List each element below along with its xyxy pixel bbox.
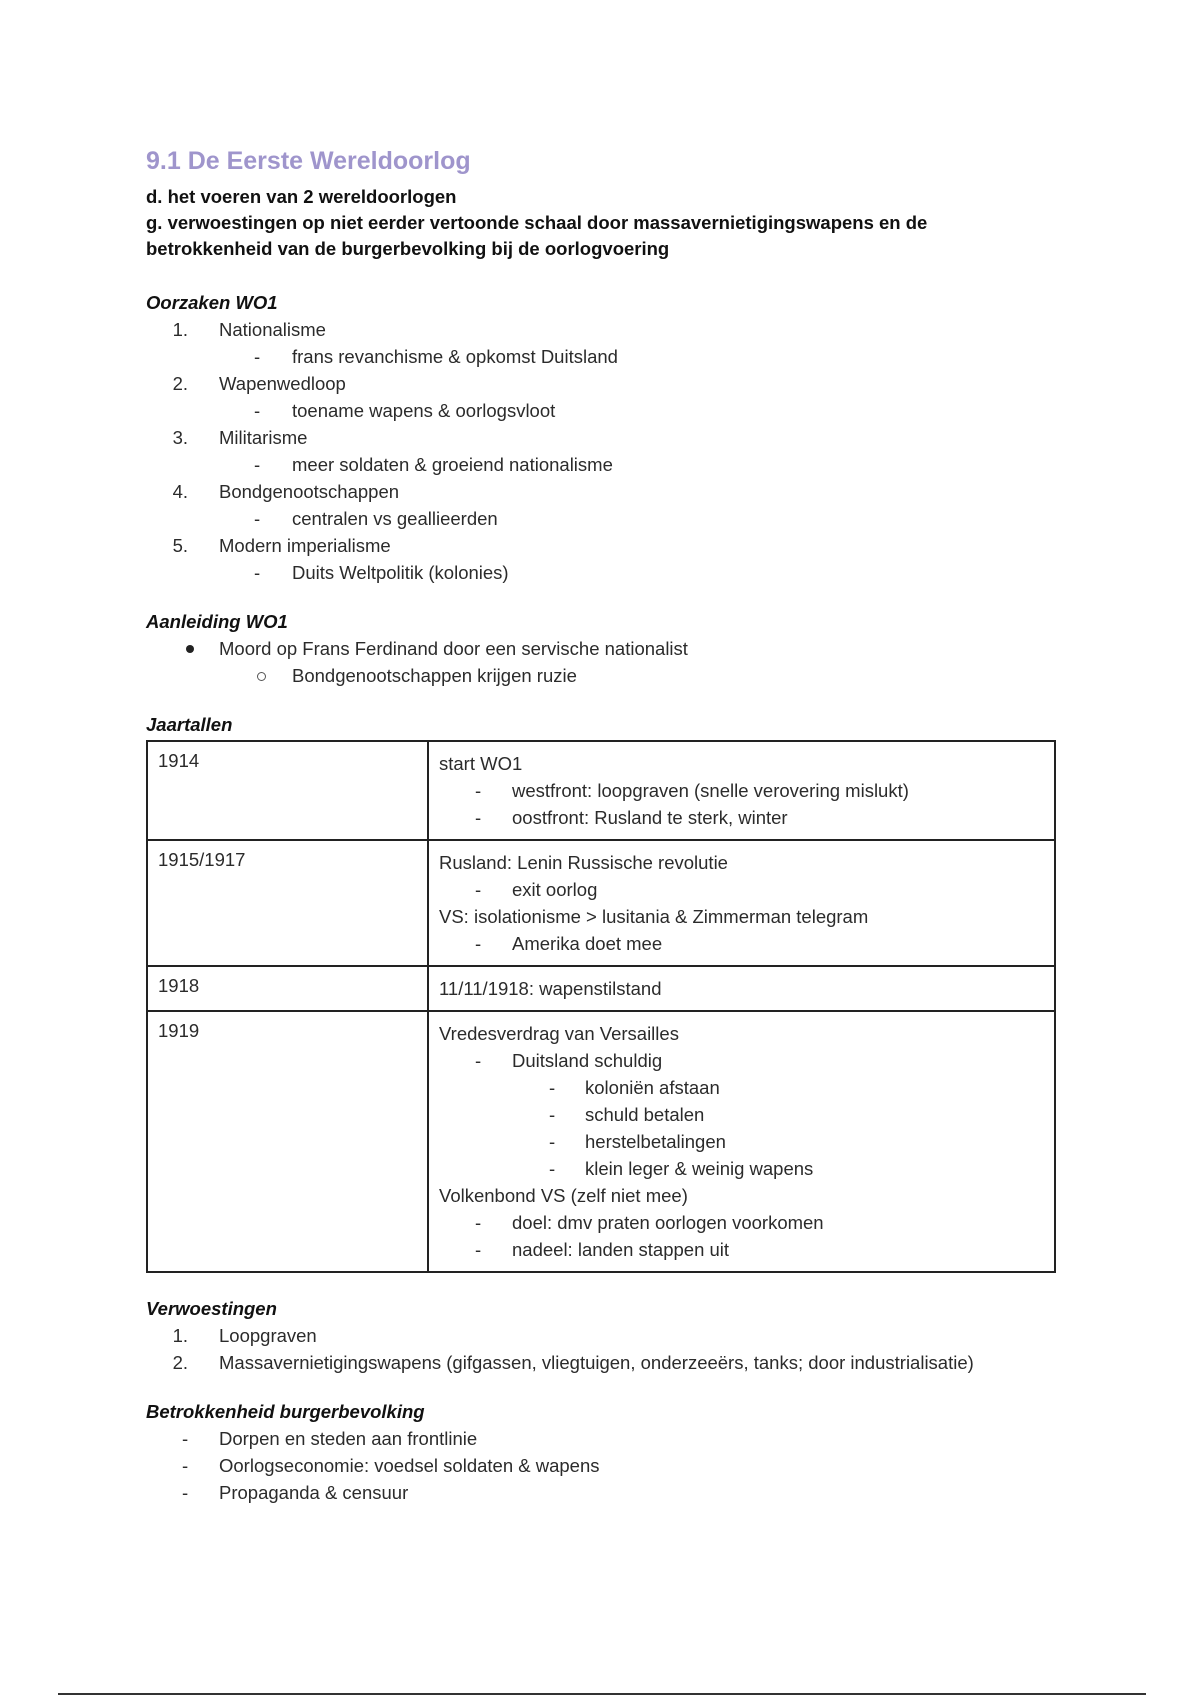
dash-marker: - <box>549 1131 556 1152</box>
list-number: 4. <box>172 481 188 502</box>
event-line <box>439 975 1044 1002</box>
year-cell: 1919 <box>147 1011 428 1272</box>
dash-marker: - <box>475 1239 482 1260</box>
event-text: Volkenbond VS (zelf niet mee) <box>439 1185 688 1206</box>
event-line <box>439 876 1044 903</box>
list-number: 3. <box>172 427 188 448</box>
aanleiding-sub <box>146 662 1066 689</box>
aanleiding-sub-text: Bondgenootschappen krijgen ruzie <box>292 665 577 686</box>
event-line <box>439 903 1044 930</box>
oorzaak-subitem <box>146 451 1066 478</box>
burger-item <box>146 1425 1066 1452</box>
burger-label: Propaganda & censuur <box>219 1482 409 1503</box>
list-number: 1. <box>172 319 188 340</box>
verwoestingen-list <box>146 1322 1066 1376</box>
oorzaak-label: Militarisme <box>219 427 308 448</box>
dash-marker: - <box>182 1428 189 1449</box>
dash-marker: - <box>475 1212 482 1233</box>
event-line <box>439 777 1044 804</box>
oorzaak-label: Modern imperialisme <box>219 535 391 556</box>
event-cell <box>428 1011 1055 1272</box>
burger-label: Dorpen en steden aan frontlinie <box>219 1428 478 1449</box>
event-line <box>439 1236 1044 1263</box>
event-text: herstelbetalingen <box>585 1131 726 1152</box>
event-line <box>439 1074 1044 1101</box>
event-text: exit oorlog <box>512 879 598 900</box>
oorzaak-subitem <box>146 397 1066 424</box>
oorzaak-item <box>146 316 1066 343</box>
event-text: VS: isolationisme > lusitania & Zimmerman telegram <box>439 906 869 927</box>
oorzaken-heading: Oorzaken WO1 <box>146 292 278 313</box>
dash-marker: - <box>254 454 261 475</box>
event-text: 11/11/1918: wapenstilstand <box>439 978 662 999</box>
dash-marker: - <box>254 346 261 367</box>
burgerbevolking-heading: Betrokkenheid burgerbevolking <box>146 1401 425 1422</box>
objective-g-continued: betrokkenheid van de burgerbevolking bij de oorlogvoering <box>146 238 670 259</box>
dash-marker: - <box>254 400 261 421</box>
event-line <box>439 1047 1044 1074</box>
event-line <box>439 1209 1044 1236</box>
event-line <box>439 1155 1044 1182</box>
oorzaak-subitem <box>146 343 1066 370</box>
oorzaken-list <box>146 316 1066 586</box>
page-title: 9.1 De Eerste Wereldoorlog <box>146 147 471 175</box>
oorzaak-subitem <box>146 559 1066 586</box>
table-row <box>147 1011 1055 1272</box>
dash-marker: - <box>475 879 482 900</box>
event-text: nadeel: landen stappen uit <box>512 1239 730 1260</box>
dash-marker: - <box>475 807 482 828</box>
dash-marker: - <box>254 562 261 583</box>
verwoesting-item <box>146 1322 1066 1349</box>
event-line <box>439 930 1044 957</box>
verwoesting-item <box>146 1349 1066 1376</box>
event-line <box>439 1182 1044 1209</box>
oorzaak-sub-label: frans revanchisme & opkomst Duitsland <box>292 346 618 367</box>
oorzaak-subitem <box>146 505 1066 532</box>
jaartallen-heading: Jaartallen <box>146 714 233 735</box>
oorzaak-item <box>146 424 1066 451</box>
bullet-circle-icon <box>257 672 266 681</box>
list-number: 2. <box>172 1352 188 1373</box>
event-line <box>439 849 1044 876</box>
event-line <box>439 1128 1044 1155</box>
event-cell <box>428 840 1055 966</box>
dash-marker: - <box>254 508 261 529</box>
year-cell: 1918 <box>147 966 428 1011</box>
aanleiding-heading: Aanleiding WO1 <box>146 611 288 632</box>
event-cell <box>428 741 1055 840</box>
event-text: doel: dmv praten oorlogen voorkomen <box>512 1212 824 1233</box>
burger-label: Oorlogseconomie: voedsel soldaten & wapens <box>219 1455 600 1476</box>
oorzaak-label: Nationalisme <box>219 319 326 340</box>
burger-item <box>146 1479 1066 1506</box>
burgerbevolking-list <box>146 1425 1066 1506</box>
objective-d: d. het voeren van 2 wereldoorlogen <box>146 186 457 207</box>
aanleiding-bullet <box>146 635 1066 662</box>
event-text: oostfront: Rusland te sterk, winter <box>512 807 788 828</box>
event-text: klein leger & weinig wapens <box>585 1158 814 1179</box>
document-page <box>146 146 1066 1506</box>
event-text: koloniën afstaan <box>585 1077 720 1098</box>
dash-marker: - <box>475 780 482 801</box>
dash-marker: - <box>182 1482 189 1503</box>
year-cell: 1915/1917 <box>147 840 428 966</box>
jaartallen-table <box>146 740 1056 1273</box>
event-text: Rusland: Lenin Russische revolutie <box>439 852 728 873</box>
bullet-dot-icon <box>186 645 194 653</box>
event-text: Amerika doet mee <box>512 933 663 954</box>
table-row <box>147 840 1055 966</box>
event-text: Duitsland schuldig <box>512 1050 663 1071</box>
oorzaak-item <box>146 532 1066 559</box>
dash-marker: - <box>182 1455 189 1476</box>
oorzaak-sub-label: centralen vs geallieerden <box>292 508 498 529</box>
event-line <box>439 1101 1044 1128</box>
event-cell <box>428 966 1055 1011</box>
oorzaak-label: Wapenwedloop <box>219 373 346 394</box>
objective-g: g. verwoestingen op niet eerder vertoonde schaal door massavernietigingswapens en de <box>146 212 928 233</box>
table-row <box>147 741 1055 840</box>
verwoestingen-heading: Verwoestingen <box>146 1298 277 1319</box>
dash-marker: - <box>475 1050 482 1071</box>
dash-marker: - <box>549 1158 556 1179</box>
oorzaak-item <box>146 478 1066 505</box>
event-text: Vredesverdrag van Versailles <box>439 1023 679 1044</box>
verwoesting-label: Massavernietigingswapens (gifgassen, vliegtuigen, onderzeeërs, tanks; door industrialisatie) <box>219 1352 974 1373</box>
event-line <box>439 1020 1044 1047</box>
bottom-rule <box>58 1693 1146 1695</box>
event-line <box>439 804 1044 831</box>
year-cell: 1914 <box>147 741 428 840</box>
list-number: 1. <box>172 1325 188 1346</box>
oorzaak-sub-label: meer soldaten & groeiend nationalisme <box>292 454 613 475</box>
aanleiding-text: Moord op Frans Ferdinand door een servische nationalist <box>219 638 688 659</box>
table-row <box>147 966 1055 1011</box>
burger-item <box>146 1452 1066 1479</box>
dash-marker: - <box>475 933 482 954</box>
oorzaak-sub-label: Duits Weltpolitik (kolonies) <box>292 562 509 583</box>
dash-marker: - <box>549 1104 556 1125</box>
event-text: start WO1 <box>439 753 523 774</box>
event-line <box>439 750 1044 777</box>
dash-marker: - <box>549 1077 556 1098</box>
list-number: 2. <box>172 373 188 394</box>
oorzaak-item <box>146 370 1066 397</box>
oorzaak-sub-label: toename wapens & oorlogsvloot <box>292 400 556 421</box>
verwoesting-label: Loopgraven <box>219 1325 317 1346</box>
event-text: westfront: loopgraven (snelle verovering mislukt) <box>512 780 909 801</box>
oorzaak-label: Bondgenootschappen <box>219 481 400 502</box>
event-text: schuld betalen <box>585 1104 705 1125</box>
list-number: 5. <box>172 535 188 556</box>
